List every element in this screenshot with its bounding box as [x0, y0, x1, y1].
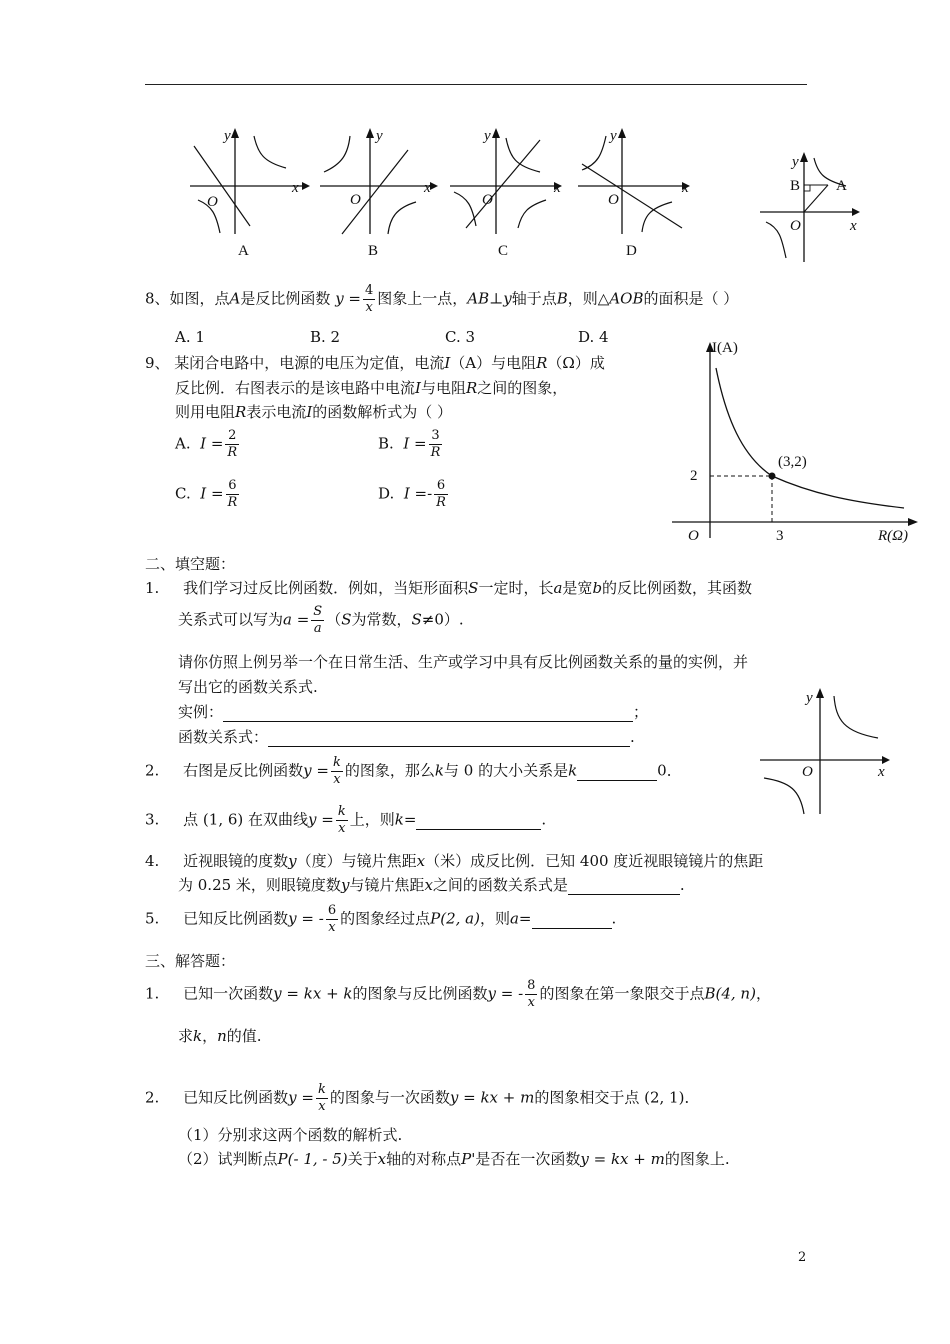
origin-label: O: [790, 218, 801, 234]
example-blank[interactable]: [223, 703, 633, 722]
q8-option-b: B. 2: [310, 328, 341, 346]
point-b-label: B: [790, 178, 801, 194]
q8-option-a: A. 1: [175, 328, 205, 346]
x-label: R(Ω): [878, 528, 908, 544]
q9-graph: [672, 338, 922, 548]
hyperbola-upper: [324, 136, 350, 172]
graph-label: C: [498, 243, 509, 259]
graph-a: [190, 128, 310, 258]
origin-label: O: [482, 192, 493, 208]
hyperbola-upper: [254, 136, 286, 168]
point-label: (3,2): [778, 454, 807, 470]
page-number: 2: [798, 1250, 807, 1265]
hyperbola-lower: [388, 202, 416, 234]
s2q4-line1: 4. 近视眼镜的度数y（度）与镜片焦距x（米）成反比例．已知 400 度近视眼镜镜片的焦距: [145, 852, 764, 870]
origin-label: O: [802, 764, 813, 780]
s2q1-line4: 写出它的函数关系式.: [178, 678, 318, 696]
s2q1-line3: 请你仿照上例另举一个在日常生活、生产或学习中具有反比例函数关系的量的实例，并: [178, 653, 749, 671]
s2q5: 5. 已知反比例函数y = - $\frac{6}{x}$ 的图象经过点P(2, a)，则a= .: [145, 903, 617, 935]
y-label: y: [806, 690, 813, 706]
s2q1-example: 实例： ；: [178, 703, 649, 721]
q4-blank[interactable]: [568, 876, 680, 895]
y-label: y: [224, 128, 231, 144]
curve: [716, 368, 904, 508]
s2q1-line2: 关系式可以写为a = $\frac{S}{a}$ （S为常数，S≠0）.: [178, 604, 464, 636]
x-label: x: [292, 180, 299, 196]
q8-option-c: C. 3: [445, 328, 476, 346]
origin-label: O: [350, 192, 361, 208]
s2q3: 3. 点 (1, 6) 在双曲线y = $\frac{k}{x}$ 上，则k= .: [145, 804, 547, 836]
graph-label: B: [368, 243, 379, 259]
x-label: x: [554, 180, 561, 196]
graph-label: A: [238, 243, 249, 259]
x-arrow: [302, 182, 310, 190]
q5-blank[interactable]: [532, 910, 612, 929]
header-rule: [145, 84, 807, 85]
q9-option-d: D. I =- $\frac{6}{R}$: [378, 478, 446, 510]
y-arrow: [231, 128, 239, 138]
q3-blank[interactable]: [416, 811, 541, 830]
graph-d: [578, 128, 698, 258]
q9-line2: 反比例．右图表示的是该电路中电流I与电阻R之间的图象，: [175, 379, 568, 397]
y-label: y: [610, 128, 617, 144]
graph-b: [320, 128, 440, 258]
y-label: y: [376, 128, 383, 144]
origin-label: O: [608, 192, 619, 208]
y-label: y: [484, 128, 491, 144]
x-label: x: [878, 764, 885, 780]
x-label: x: [682, 180, 689, 196]
origin-label: O: [688, 528, 699, 544]
q9-option-b: B. I = $\frac{3}{R}$: [378, 428, 441, 460]
x-label: x: [424, 180, 431, 196]
graph-label: D: [626, 243, 637, 259]
s2q1-line1: 1. 我们学习过反比例函数．例如，当矩形面积S一定时，长a是宽b的反比例函数，其函数: [145, 579, 753, 597]
q8-option-d: D. 4: [578, 328, 609, 346]
q8-stem: 8、如图，点A是反比例函数 y = $\frac{4}{x}$ 图象上一点，AB⊥y轴于点B，则△AOB的面积是（ ）: [145, 283, 739, 315]
s2q2: 2. 右图是反比例函数y = $\frac{k}{x}$ 的图象，那么k与 0 的大小关系是k 0．: [145, 755, 682, 787]
s3q2-sub1: （1）分别求这两个函数的解析式.: [178, 1126, 403, 1144]
section2-title: 二、填空题：: [145, 555, 236, 573]
x-label: x: [850, 218, 857, 234]
point-a-label: A: [836, 178, 847, 194]
q9-line1: 9、 某闭合电路中，电源的电压为定值，电流I（A）与电阻R（Ω）成: [145, 354, 605, 372]
s2-figure: [760, 686, 900, 816]
x-tick: 3: [776, 528, 784, 544]
origin-label: O: [207, 194, 218, 210]
q8-figure: [760, 152, 870, 262]
s2q1-function: 函数关系式： .: [178, 728, 635, 746]
function-blank[interactable]: [268, 728, 630, 747]
q9-option-a: A. I = $\frac{2}{R}$: [175, 428, 238, 460]
q9-line3: 则用电阻R表示电流I的函数解析式为（ ）: [175, 403, 453, 421]
y-tick: 2: [690, 468, 698, 484]
graph-c: [450, 128, 570, 258]
q9-option-c: C. I = $\frac{6}{R}$: [175, 478, 238, 510]
s3q1-line2: 求k，n的值.: [178, 1027, 262, 1045]
s3q2-sub2: （2）试判断点P(- 1, - 5)关于x轴的对称点P'是否在一次函数y = kx + m的图象上.: [178, 1150, 730, 1168]
section3-title: 三、解答题：: [145, 952, 236, 970]
q2-blank[interactable]: [577, 762, 657, 781]
s3q2-line1: 2. 已知反比例函数y = $\frac{k}{x}$ 的图象与一次函数y = kx + m的图象相交于点 (2, 1)．: [145, 1082, 700, 1114]
point: [769, 473, 776, 480]
y-label: I(A): [712, 340, 738, 356]
s3q1-line1: 1. 已知一次函数y = kx + k的图象与反比例函数y = - $\frac{8}{x}$ 的图象在第一象限交于点B(4, n)，: [145, 978, 771, 1010]
s2q4-line2: 为 0.25 米，则眼镜度数y与镜片焦距x之间的函数关系式是 .: [178, 876, 685, 894]
y-label: y: [792, 154, 799, 170]
